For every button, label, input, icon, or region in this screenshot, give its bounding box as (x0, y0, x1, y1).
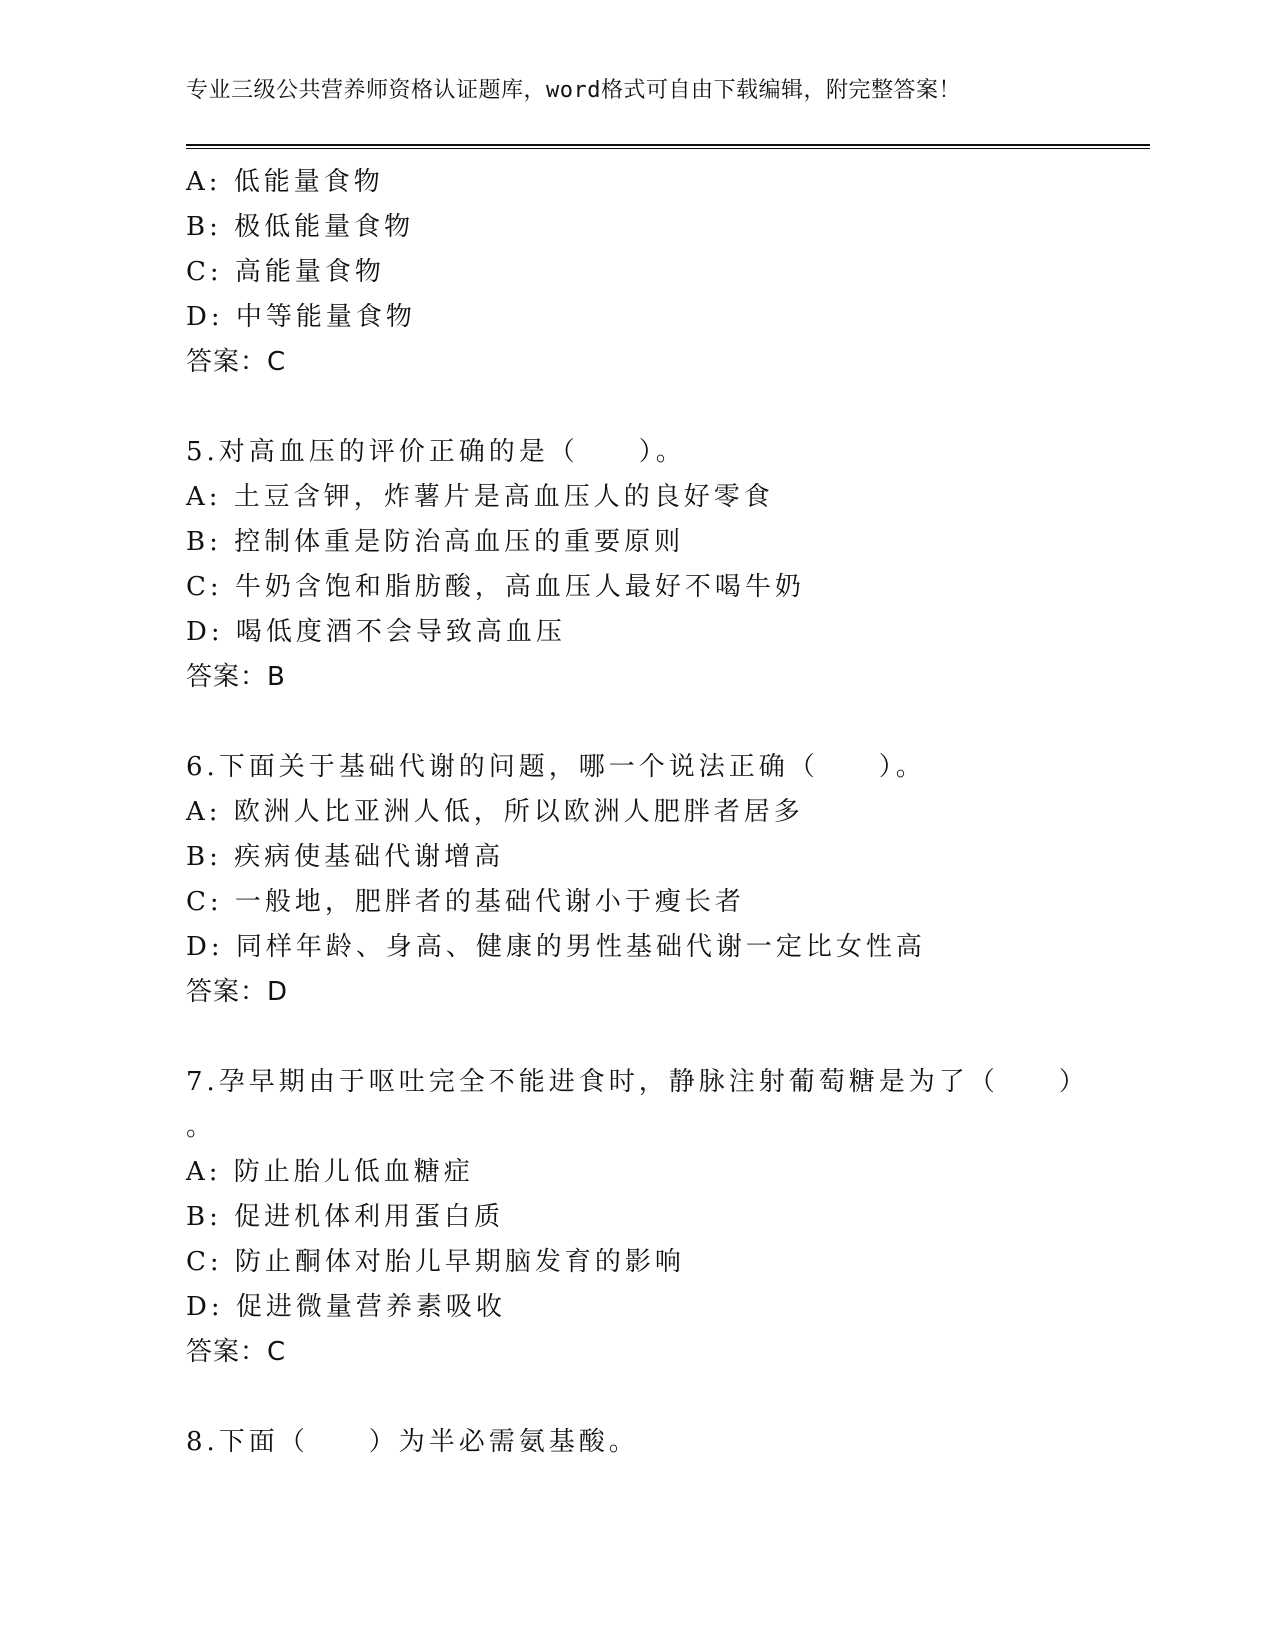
header-rule-thick (186, 144, 1150, 146)
question-5 (186, 430, 1146, 700)
option-a: A: 防止胎儿低血糖症 (186, 1157, 474, 1187)
option-c: C: 牛奶含饱和脂肪酸，高血压人最好不喝牛奶 (186, 572, 805, 602)
option-d: D: 中等能量食物 (186, 302, 416, 332)
answer: 答案：C (186, 1337, 287, 1367)
option-c: C: 防止酮体对胎儿早期脑发育的影响 (186, 1247, 685, 1277)
option-d: D: 同样年龄、身高、健康的男性基础代谢一定比女性高 (186, 932, 926, 962)
question-8 (186, 1420, 1146, 1465)
option-a: A: 低能量食物 (186, 167, 384, 197)
page-header: 专业三级公共营养师资格认证题库，word格式可自由下载编辑，附完整答案！ (186, 78, 961, 103)
answer: 答案：D (186, 977, 289, 1007)
question-title-continuation: 。 (186, 1112, 213, 1142)
option-b: B: 促进机体利用蛋白质 (186, 1202, 505, 1232)
answer: 答案：C (186, 347, 287, 377)
question-title: 5.对高血压的评价正确的是（ ）。 (186, 437, 686, 467)
option-d: D: 喝低度酒不会导致高血压 (186, 617, 566, 647)
spacer (186, 385, 1146, 430)
option-b: B: 控制体重是防治高血压的重要原则 (186, 527, 685, 557)
option-c: C: 高能量食物 (186, 257, 385, 287)
question-title: 8.下面（ ）为半必需氨基酸。 (186, 1427, 639, 1457)
answer: 答案：B (186, 662, 286, 692)
question-title: 6.下面关于基础代谢的问题，哪一个说法正确（ ）。 (186, 752, 926, 782)
option-d: D: 促进微量营养素吸收 (186, 1292, 506, 1322)
option-c: C: 一般地，肥胖者的基础代谢小于瘦长者 (186, 887, 745, 917)
option-a: A: 欧洲人比亚洲人低，所以欧洲人肥胖者居多 (186, 797, 804, 827)
spacer (186, 1015, 1146, 1060)
spacer (186, 1375, 1146, 1420)
question-4 (186, 160, 1146, 385)
option-a: A: 土豆含钾，炸薯片是高血压人的良好零食 (186, 482, 774, 512)
question-7 (186, 1060, 1146, 1375)
header-rule-thin (186, 148, 1150, 149)
spacer (186, 700, 1146, 745)
option-b: B: 疾病使基础代谢增高 (186, 842, 505, 872)
question-list (186, 160, 1146, 1465)
question-title: 7.孕早期由于呕吐完全不能进食时，静脉注射葡萄糖是为了（ ） (186, 1067, 1089, 1097)
option-b: B: 极低能量食物 (186, 212, 415, 242)
question-6 (186, 745, 1146, 1015)
